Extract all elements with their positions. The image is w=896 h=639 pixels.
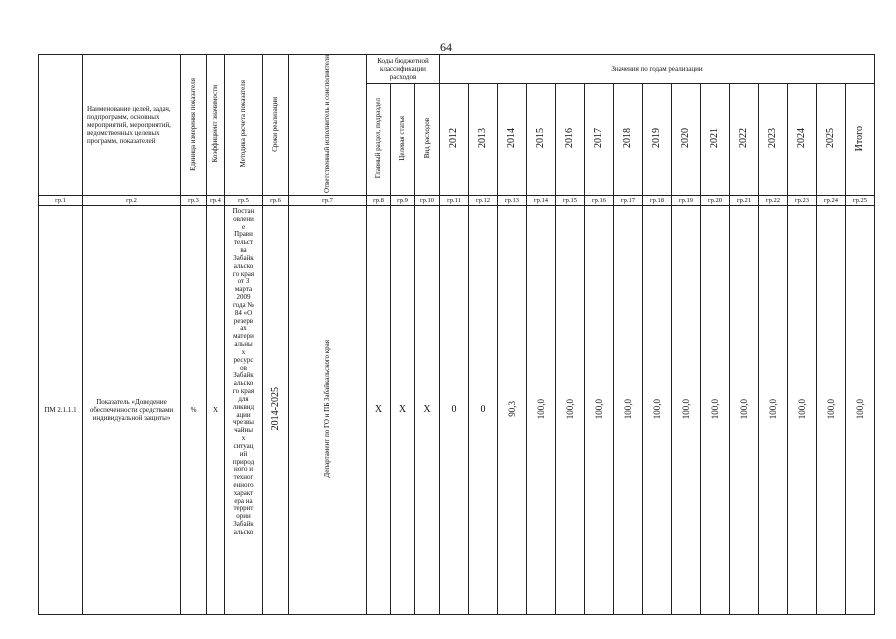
header-year: 2025 [817, 84, 846, 196]
row-total: 100,0 [846, 206, 875, 615]
column-number: гр.9 [391, 196, 415, 206]
column-number: гр.7 [289, 196, 367, 206]
header-year: 2017 [585, 84, 614, 196]
column-number: гр.13 [498, 196, 527, 206]
row-method: Постан овлени е Прави тельст ва Забайк альско го края от 3 марта 2009 года № 84 «О резерв ах матери альны х ресурс ов Забайк альско го края для ликвид ации чрезвы чайны х ситуац ий природ ного и техног енного характ ера на террит ории Забайк альско [225, 206, 263, 615]
row-value: 100,0 [788, 206, 817, 615]
column-number: гр.3 [181, 196, 207, 206]
row-value: 100,0 [817, 206, 846, 615]
row-value: 100,0 [556, 206, 585, 615]
table-row [39, 206, 875, 615]
column-number: гр.24 [817, 196, 846, 206]
row-unit: % [181, 206, 207, 615]
column-number: гр.5 [225, 196, 263, 206]
column-number: гр.15 [556, 196, 585, 206]
row-value: 0 [469, 206, 498, 615]
header-method: Методика расчета показателя [225, 55, 263, 196]
header-year: 2015 [527, 84, 556, 196]
column-number: гр.23 [788, 196, 817, 206]
column-number: гр.18 [643, 196, 672, 206]
column-number: гр.11 [440, 196, 469, 206]
column-number: гр.21 [730, 196, 759, 206]
row-value: 90,3 [498, 206, 527, 615]
column-number: гр.19 [672, 196, 701, 206]
header-year: 2024 [788, 84, 817, 196]
column-number: гр.25 [846, 196, 875, 206]
row-section: Х [367, 206, 391, 615]
row-executor: Департамент по ГО и ПБ Забайкальского края [289, 206, 367, 615]
header-budget-codes: Коды бюджетной классификации расходов [367, 55, 440, 84]
header-year: 2012 [440, 84, 469, 196]
header-year: 2013 [469, 84, 498, 196]
header-year: 2019 [643, 84, 672, 196]
row-value: 100,0 [672, 206, 701, 615]
column-number: гр.8 [367, 196, 391, 206]
row-expense-type: Х [415, 206, 440, 615]
header-expense-type: Вид расходов [415, 84, 440, 196]
header-year: 2021 [701, 84, 730, 196]
column-number: гр.12 [469, 196, 498, 206]
header-year: 2020 [672, 84, 701, 196]
row-value: 100,0 [701, 206, 730, 615]
header-unit: Единица измерения показателя [181, 55, 207, 196]
column-number: гр.1 [39, 196, 83, 206]
header-target-item: Целевая статья [391, 84, 415, 196]
row-value: 100,0 [614, 206, 643, 615]
column-number: гр.14 [527, 196, 556, 206]
row-value: 0 [440, 206, 469, 615]
header-values-by-year: Значения по годам реализации [440, 55, 875, 84]
column-number: гр.17 [614, 196, 643, 206]
header-total: Итого [846, 84, 875, 196]
header-year: 2018 [614, 84, 643, 196]
header-year: 2016 [556, 84, 585, 196]
column-numbers-row [39, 196, 875, 206]
page-number: 64 [440, 40, 452, 54]
header-executor: Ответственный исполнитель и соисполнители [289, 55, 367, 196]
column-number: гр.20 [701, 196, 730, 206]
column-number: гр.6 [263, 196, 289, 206]
row-name: Показатель «Доведение обеспеченности средствами индивидуальной защиты» [83, 206, 181, 615]
row-value: 100,0 [585, 206, 614, 615]
column-number: гр.16 [585, 196, 614, 206]
header-coef: Коэффициент значимости [207, 55, 225, 196]
header-term: Сроки реализации [263, 55, 289, 196]
header-year: 2023 [759, 84, 788, 196]
row-term: 2014-2025 [263, 206, 289, 615]
header-year: 2022 [730, 84, 759, 196]
row-value: 100,0 [527, 206, 556, 615]
row-code: ПМ 2.1.1.1 [39, 206, 83, 615]
row-value: 100,0 [759, 206, 788, 615]
row-value: 100,0 [730, 206, 759, 615]
column-number: гр.2 [83, 196, 181, 206]
indicators-table [38, 54, 875, 615]
row-target-item: Х [391, 206, 415, 615]
column-number: гр.22 [759, 196, 788, 206]
column-number: гр.10 [415, 196, 440, 206]
row-coef: Х [207, 206, 225, 615]
row-value: 100,0 [643, 206, 672, 615]
header-name: Наименование целей, задач, подпрограмм, основных мероприятий, мероприятий, ведомственных целевых программ, показателей [83, 55, 181, 196]
header-empty [39, 55, 83, 196]
header-year: 2014 [498, 84, 527, 196]
column-number: гр.4 [207, 196, 225, 206]
header-section: Главный раздел, подраздел [367, 84, 391, 196]
